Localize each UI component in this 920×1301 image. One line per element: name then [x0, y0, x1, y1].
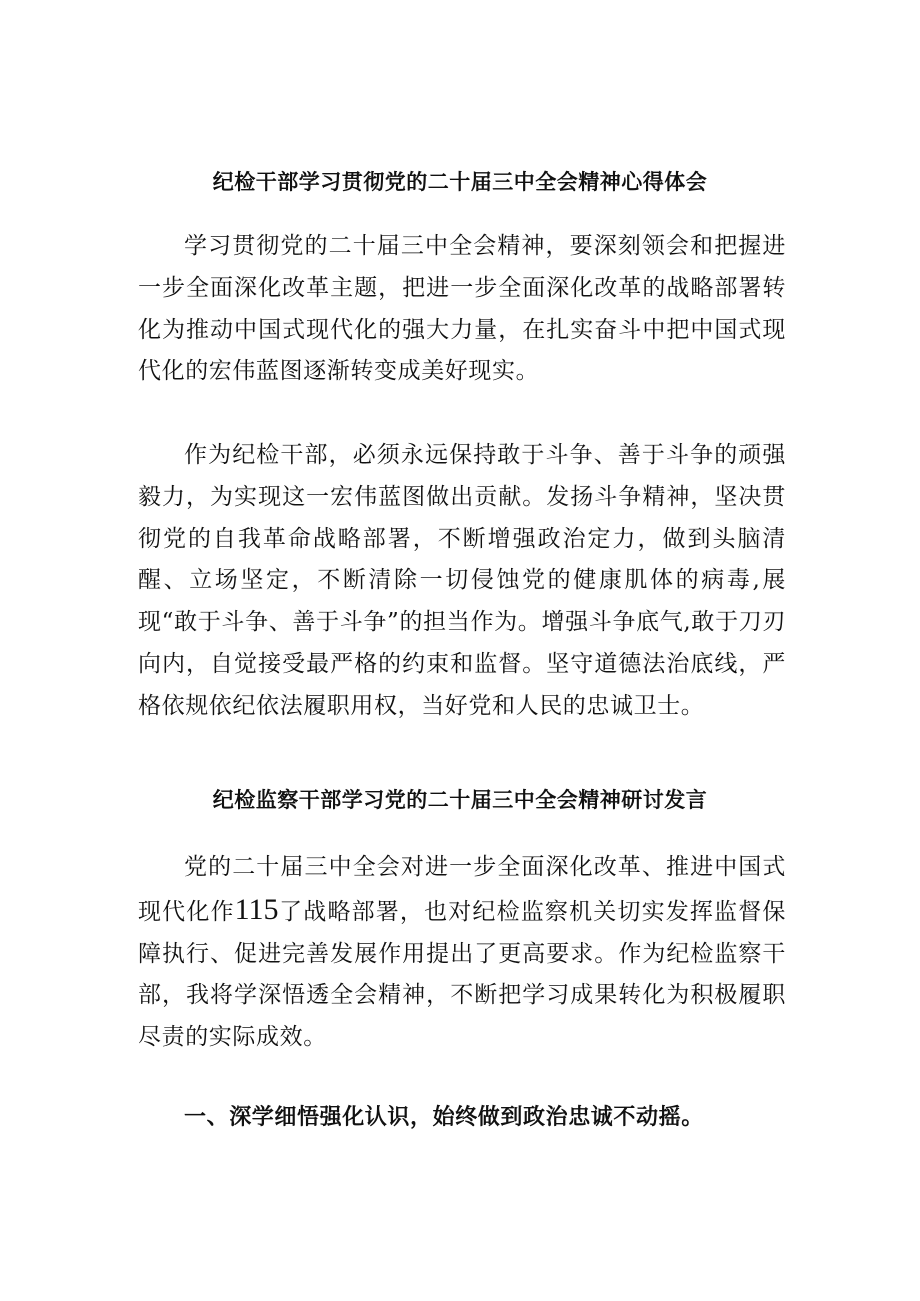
article1-paragraph-1: 学习贯彻党的二十届三中全会精神，要深刻领会和把握进一步全面深化改革主题，把进一步全面深化改革的战略部署转化为推动中国式现代化的强大力量，在扎实奋斗中把中国式现代化的宏伟蓝图逐渐转变成美好现实。	[138, 233, 786, 385]
article2-paragraph-1	[138, 847, 786, 1059]
paragraph-text-before: 党的二十届三中全会对进一步全面深化改革、推进中国式现代化作	[138, 854, 786, 925]
article1-title: 纪检干部学习贯彻党的二十届三中全会精神心得体会	[212, 170, 708, 194]
article2-title: 纪检监察干部学习党的二十届三中全会精神研讨发言	[212, 788, 708, 812]
section-heading: 一、深学细悟强化认识，始终做到政治忠诚不动摇。	[184, 1105, 704, 1130]
paragraph-text-after: 了战略部署，也对纪检监察机关切实发挥监督保障执行、促进完善发展作用提出了更高要求。作为纪检监察干部，我将学深悟透全会精神，不断把学习成果转化为积极履职尽责的实际成效。	[138, 898, 786, 1051]
article1-paragraph-2: 作为纪检干部，必须永远保持敢于斗争、善于斗争的顽强毅力，为实现这一宏伟蓝图做出贡献。发扬斗争精神，坚决贯彻党的自我革命战略部署，不断增强政治定力，做到头脑清醒、立场坚定，不断清除一切侵蚀党的健康肌体的病毒,展现“敢于斗争、善于斗争”的担当作为。增强斗争底气,敢于刀刃向内，自觉接受最严格的约束和监督。坚守道德法治底线，严格依规依纪依法履职用权，当好党和人民的忠诚卫士。	[138, 442, 786, 719]
inline-number: 115	[234, 892, 279, 926]
